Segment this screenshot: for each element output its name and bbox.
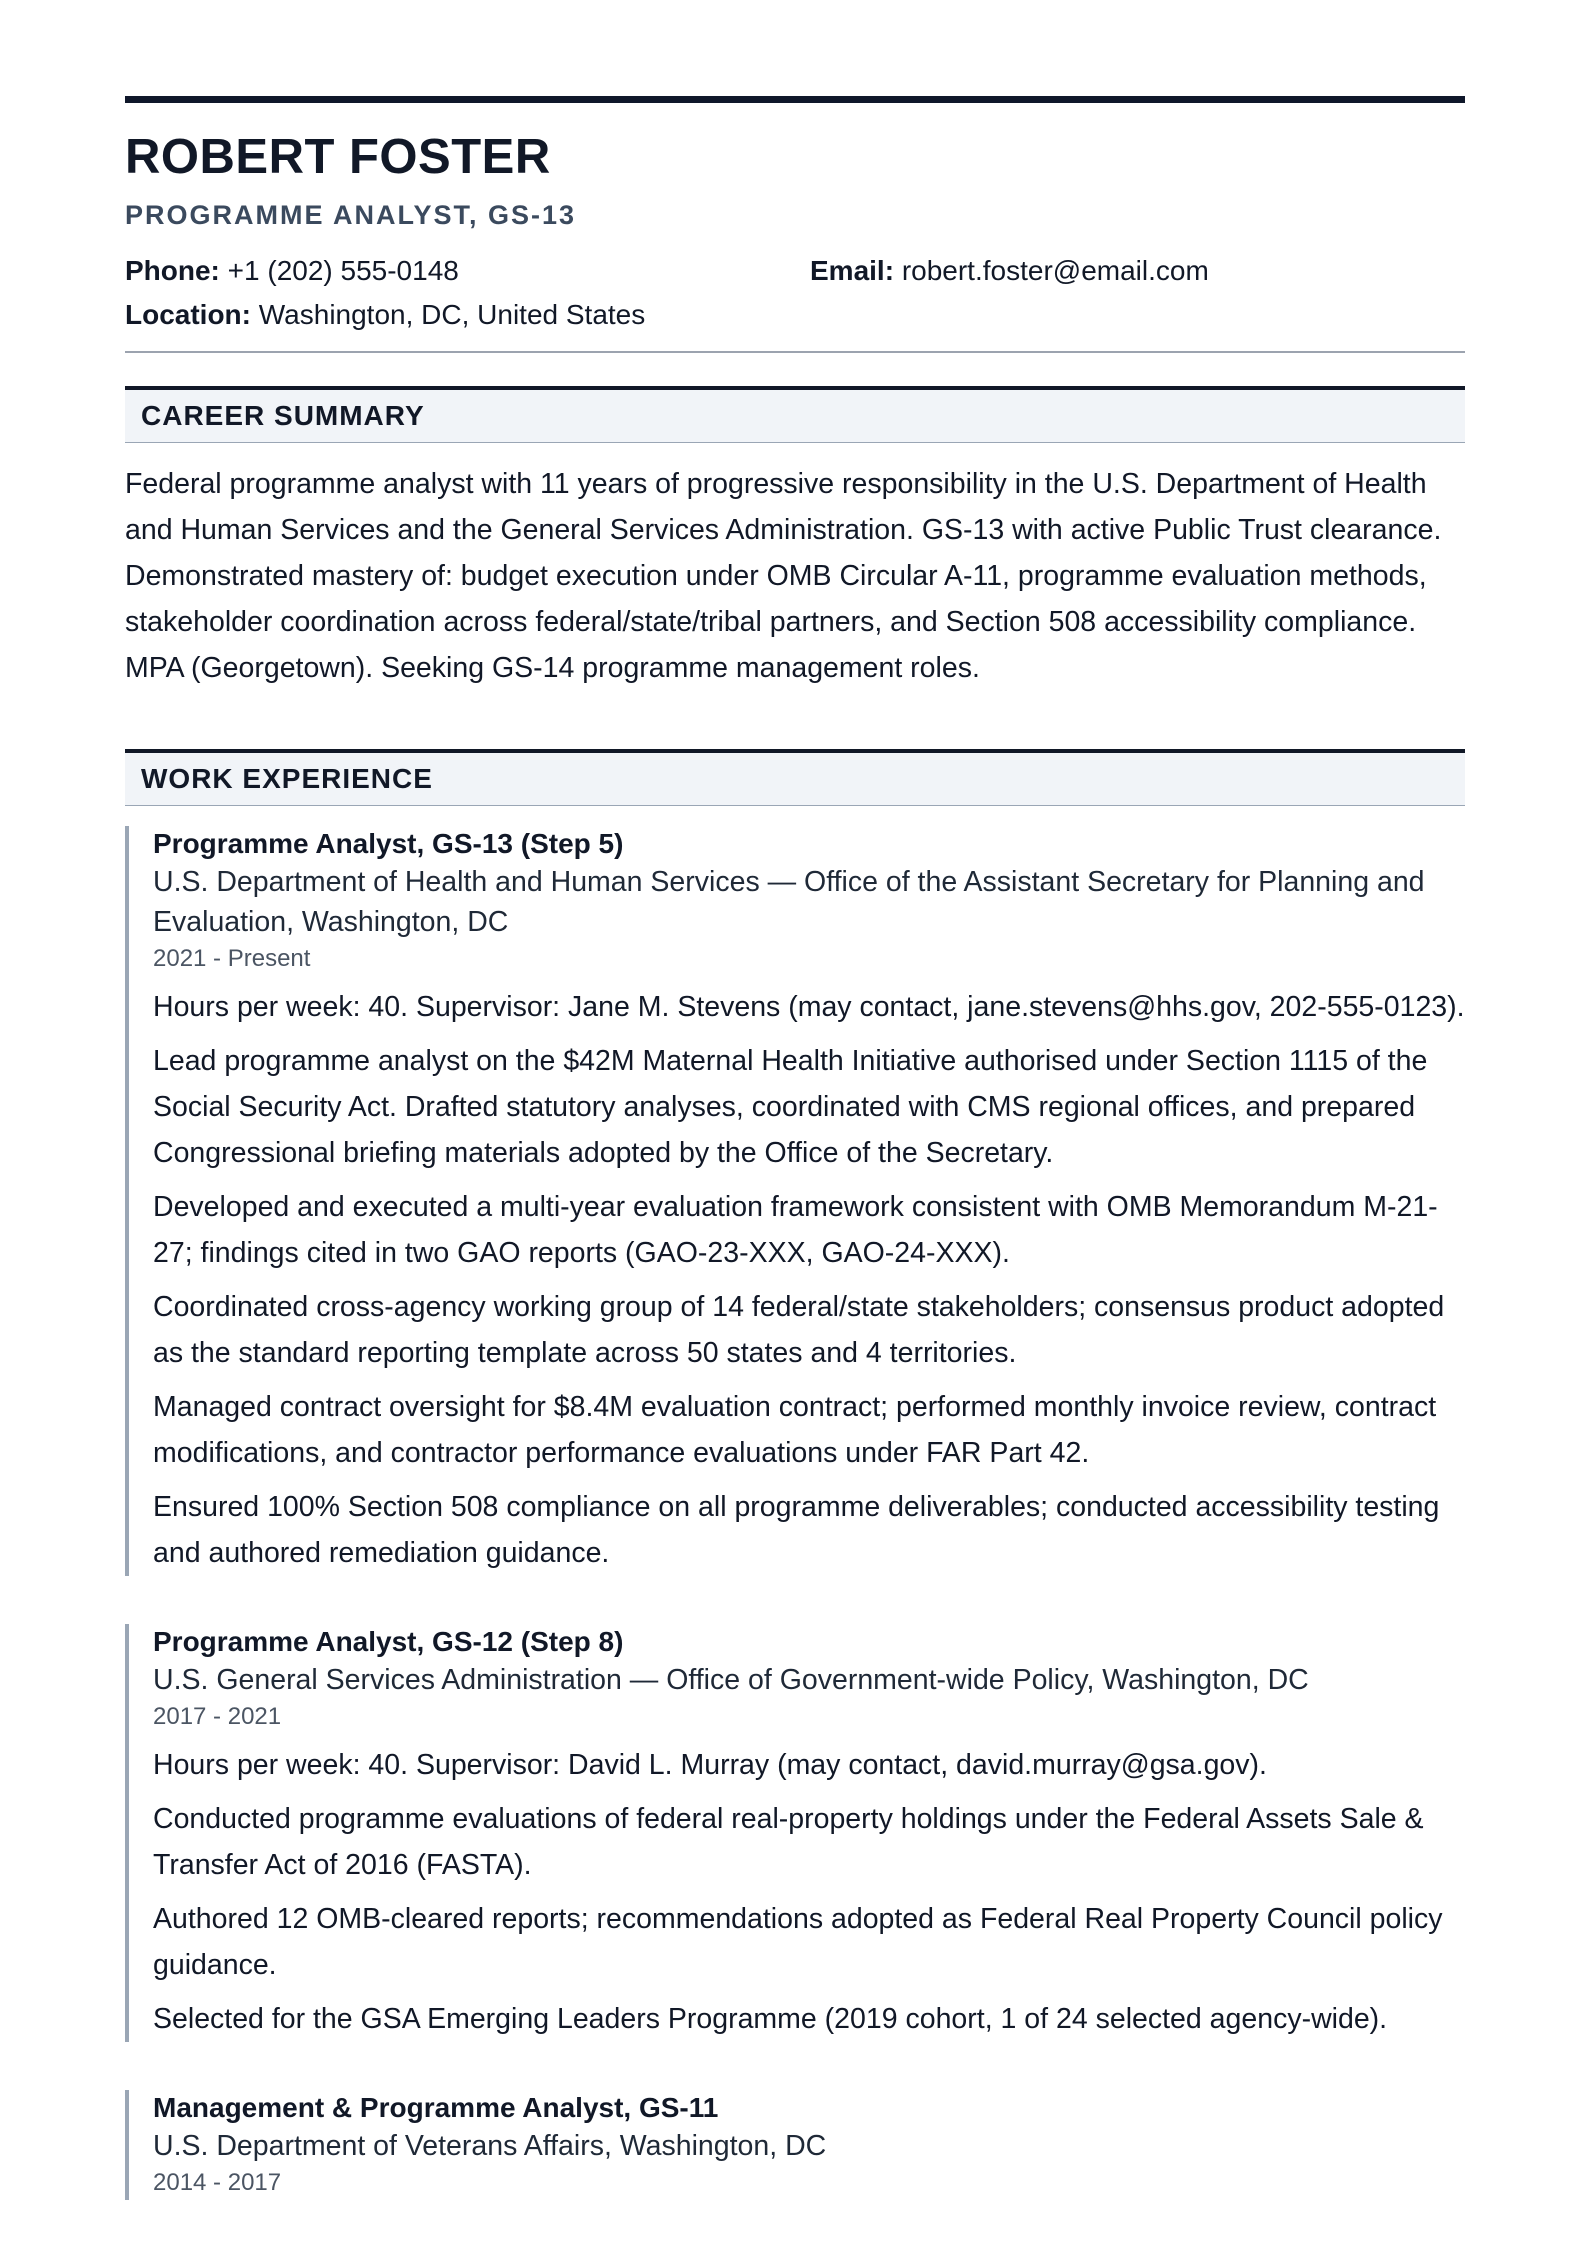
job-detail: Hours per week: 40. Supervisor: David L. Murray (may contact, david.murray@gsa.gov). <box>153 1749 1267 1781</box>
phone-label: Phone: <box>125 255 220 286</box>
email-label: Email: <box>810 255 895 286</box>
job-detail: Lead programme analyst on the $42M Maternal Health Initiative authorised under Section 1115 of the Social Security Act. Drafted statutory analyses, coordinated with CMS regional offices, and prepared Congressional briefing materials adopted by the Office of the Secretary. <box>153 1045 1428 1169</box>
job-entry <box>125 826 1465 1576</box>
career-summary-text: Federal programme analyst with 11 years of progressive responsibility in the U.S. Department of Health and Human Services and the General Services Administration. GS-13 with active Public Trust clearance. Demonstrated mastery of: budget execution under OMB Circular A-11, programme evaluation methods, stakeholder coordination across federal/state/tribal partners, and Section 508 accessibility compliance. MPA (Georgetown). Seeking GS-14 programme management roles. <box>125 468 1442 684</box>
job-dates: 2014 - 2017 <box>153 2169 282 2196</box>
job-title: Programme Analyst, GS-12 (Step 8) <box>153 1626 624 1657</box>
job-dates: 2017 - 2021 <box>153 1703 282 1730</box>
resume-content <box>125 96 1465 2208</box>
job-detail: Managed contract oversight for $8.4M evaluation contract; performed monthly invoice review, contract modifications, and contractor performance evaluations under FAR Part 42. <box>153 1391 1437 1469</box>
job-entry <box>125 2090 1465 2200</box>
job-detail: Developed and executed a multi-year evaluation framework consistent with OMB Memorandum M-21-27; findings cited in two GAO reports (GAO-23-XXX, GAO-24-XXX). <box>153 1191 1438 1269</box>
job-detail: Authored 12 OMB-cleared reports; recommendations adopted as Federal Real Property Council policy guidance. <box>153 1903 1443 1981</box>
location-label: Location: <box>125 299 251 330</box>
job-title: Management & Programme Analyst, GS-11 <box>153 2092 719 2123</box>
candidate-name: ROBERT FOSTER <box>125 130 551 184</box>
job-detail: Coordinated cross-agency working group of 14 federal/state stakeholders; consensus product adopted as the standard reporting template across 50 states and 4 territories. <box>153 1291 1445 1369</box>
top-rule <box>125 96 1465 103</box>
phone-line <box>125 252 810 290</box>
work-experience-section <box>125 749 1465 2200</box>
career-summary-heading: CAREER SUMMARY <box>125 386 1465 443</box>
job-entry <box>125 1624 1465 2042</box>
job-organization: U.S. Department of Health and Human Services — Office of the Assistant Secretary for Planning and Evaluation, Washington, DC <box>153 866 1425 938</box>
job-organization: U.S. Department of Veterans Affairs, Washington, DC <box>153 2130 827 2162</box>
job-organization: U.S. General Services Administration — Office of Government-wide Policy, Washington, DC <box>153 1664 1309 1696</box>
work-experience-heading: WORK EXPERIENCE <box>125 749 1465 806</box>
phone-value: +1 (202) 555-0148 <box>227 255 459 286</box>
email-line <box>810 252 1465 290</box>
header-divider <box>125 351 1465 353</box>
career-summary-section <box>125 386 1465 691</box>
job-detail: Selected for the GSA Emerging Leaders Programme (2019 cohort, 1 of 24 selected agency-wide). <box>153 2003 1388 2035</box>
job-detail: Ensured 100% Section 508 compliance on all programme deliverables; conducted accessibility testing and authored remediation guidance. <box>153 1491 1440 1569</box>
email-value: robert.foster@email.com <box>901 255 1209 286</box>
job-detail: Hours per week: 40. Supervisor: Jane M. Stevens (may contact, jane.stevens@hhs.gov, 202-555-0123). <box>153 991 1465 1023</box>
job-dates: 2021 - Present <box>153 945 311 972</box>
job-title: Programme Analyst, GS-13 (Step 5) <box>153 828 624 859</box>
job-detail: Conducted programme evaluations of federal real-property holdings under the Federal Assets Sale & Transfer Act of 2016 (FASTA). <box>153 1803 1424 1881</box>
candidate-title: PROGRAMME ANALYST, GS-13 <box>125 200 577 230</box>
location-line <box>125 296 810 334</box>
location-value: Washington, DC, United States <box>258 299 646 330</box>
contact-block <box>125 252 1465 334</box>
